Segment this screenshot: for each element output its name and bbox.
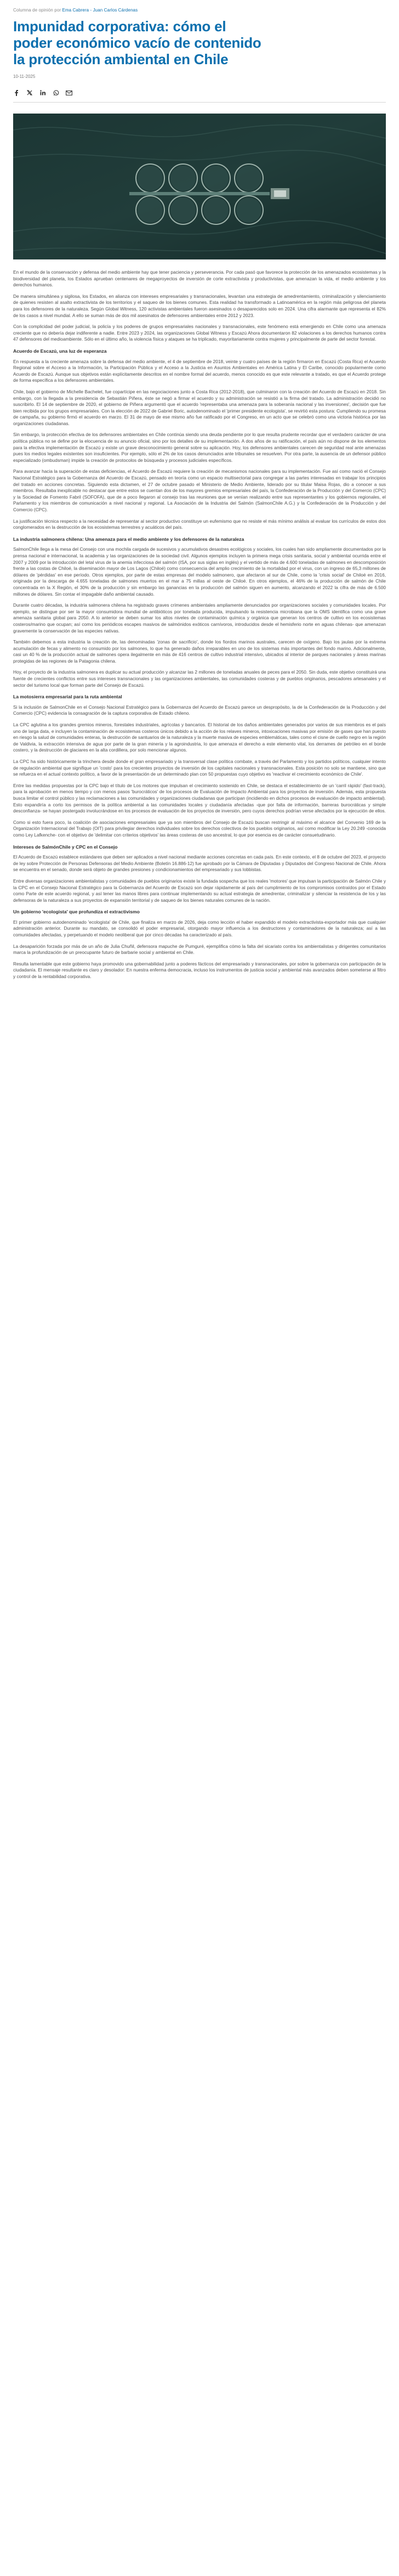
facebook-icon[interactable] <box>13 89 20 96</box>
paragraph: Sin embargo, la protección efectiva de los defensores ambientales en Chile continúa siendo una deuda pendiente por lo que resulta prudente recordar que el verdadero carácter de una política pública no se define por la elocuencia de su anuncio oficial, sino por los detalles de su implementación. A dos años de su ratificación, el país aún no dispone de los elementos para la efectiva implementación de Escazú y existe un grave desconocimiento general sobre su aplicación. Hoy, los defensores ambientales carecen de seguridad real ante amenazas pues los medios legales existentes son insuficientes. Por ejemplo, sólo el 2% de los casos denunciados ante tribunales se resuelven. Por otra parte, la ausencia de un defensor público especializado (ombudsman) impide la creación de protocolos de búsqueda y procesos judiciales específicos. <box>13 432 386 463</box>
paragraph: Entre las medidas propuestas por la CPC bajo el título de Los motores que impulsan el crecimiento sostenido en Chile, se destaca el establecimiento de un 'carril rápido' (fast-track), para la aprobación en menos tiempo y con menos pasos 'burocráticos' de los procesos de Evaluación de Impacto Ambiental para los proyectos de inversión. Además, esta propuesta busca limitar el control público y las reclamaciones a las comunidades y organizaciones ciudadanas que participan (incidiendo en dichos procesos de evaluación de impacto ambiental). Esto expandiría a corto los permisos de la política ambiental a las comunidades locales y ciudadanía afectadas -que por falta de información, barreras burocráticas y simple desconfianza- se hayan postergado involucrándose en los procesos de evaluación de los proyectos de inversión, pero cuyos derechos podrían verse afectados por la ejecución de ellos. <box>13 782 386 814</box>
paragraph: La CPC aglutina a los grandes gremios mineros, forestales industriales, agrícolas y bancarios. El historial de los daños ambientales generados por varios de sus miembros es el país uno de larga data, e incluyen la contaminación de ecosistemas costeros únicos debido a la acción de los relaves mineros, intoxicaciones masivas por emisión de gases que han puesto en riesgo la salud de comunidades enteras, la destrucción de santuarios de la naturaleza y la muerte masiva de especies emblemáticas, tales como el cisne de cuello negro en la región de Valdivia, la extracción intensiva de agua por parte de la gran minería y la agroindustria, lo que amenaza el derecho a este elemento vital, los derrames de petróleo en el borde costero, y la destrucción de glaciares en la alta cordillera, por solo mencionar algunos. <box>13 722 386 753</box>
paragraph: Entre diversas organizaciones ambientalistas y comunidades de pueblos originarios existe la fundada sospecha que los reales 'motores' que impulsan la participación de Salmón Chile y la CPC en el Consejo Nacional Estratégico para la Gobernanza del Acuerdo de Escazú son dejar rápidamente al país del cumplimiento de los compromisos contraídos por el Estado como Parte de este acuerdo regional, y así tener las manos libres para continuar implementando su actual estrategia de amedrentar, criminalizar y silenciar la resistencia de los y las defensoras de la naturaleza a sus proyectos de expansión territorial y de saqueo de los bienes naturales comunes de la nación. <box>13 878 386 903</box>
author-link[interactable]: Ema Cabrera - Juan Carlos Cárdenas <box>62 8 138 13</box>
paragraph: La CPC ha sido históricamente la trinchera desde donde el gran empresariado y la transversal clase política combate, a través del Parlamento y los partidos políticos, cualquier intento de regulación ambiental que signifique un 'costo' para los crecientes proyectos de inversión de los capitales nacionales y transnacionales. Esta posición no solo se mantiene, sino que se refuerza en el actual contexto político, a favor de la presentación de un determinado plan con 50 propuestas cuyo objetivo es 'reactivar el crecimiento económico de Chile'. <box>13 759 386 777</box>
paragraph: En el mundo de la conservación y defensa del medio ambiente hay que tener paciencia y perseverancia. Por cada pasó que favorece la protección de los amenazados ecosistemas y la biodiversidad del planeta, los Estados aprueban centenares de megaproyectos de inversión de corte extractivista y productivistas, que amenazan la vida, el medio ambiente y los derechos humanos. <box>13 269 386 288</box>
paragraph: Hoy, el proyecto de la industria salmonera es duplicar su actual producción y alcanzar las 2 millones de toneladas anuales de peces para el 2050. Sin duda, este objetivo constituirá una fuente de crecientes conflictos entre sus intereses transnacionales y las organizaciones ambientales, las comunidades costeras y de pueblos originarios, pescadores artesanales y el sector del turismo local que forman parte del Consejo de Escazú. <box>13 669 386 688</box>
publish-date: 10-11-2025 <box>13 74 36 79</box>
whatsapp-icon[interactable] <box>53 89 59 96</box>
paragraph: Con la complicidad del poder judicial, la policía y los poderes de grupos empresariales nacionales y transnacionales, este fenómeno está emergiendo en Chile como una amenaza creciente que no debería dejar indiferente a nadie. Entre 2023 y 2024, las organizaciones Global Witness y Escazú Ahora documentaron 82 violaciones a los derechos humanos contra 47 defensores del medioambiente. Sólo en el último año, la violencia física y ataques se ha triplicado, mayoritariamente contra mujeres y principalmente de parte del sector forestal. <box>13 324 386 342</box>
share-divider <box>13 102 386 103</box>
byline-prefix: Columna de opinión por <box>13 8 61 13</box>
paragraph: Chile, bajo el gobierno de Michelle Bachelet, fue copartícipe en las negociaciones junto a Costa Rica (2012-2018), que culminaron con la creación del Acuerdo de Escazú en 2018. Sin embargo, con la llegada a la presidencia de Sebastián Piñera, éste se negó a firmar el acuerdo y su administración se resistió a la firma del tratado. La administración decidió no suscribirlo. El 14 de septiembre de 2020, el gobierno de Piñera argumentó que el acuerdo 'representaba una amenaza para la soberanía nacional y las inversiones', decisión que fue bien recibida por los grupos empresariales. Con la elección de 2022 de Gabriel Boric, autodenominado el 'primer presidente ecologista', se revirtió esta postura: Cumpliendo su promesa de campaña, su gobierno firmó el acuerdo en marzo. El 31 de mayo de ese mismo año fue ratificado por el Congreso, en un acto que se celebró como una victoria histórica por las organizaciones ciudadanas. <box>13 388 386 426</box>
section-heading: La motosierra empresarial para la ruta ambiental <box>13 694 122 700</box>
paragraph: Durante cuatro décadas, la industria salmonera chilena ha registrado graves crímenes ambientales ampliamente denunciados por organizaciones sociales y comunidades locales. Por ejemplo, se distingue por ser la mayor consumidora mundial de antibióticos por tonelada producida, impulsando la resistencia microbiana que la OMS identifica como una grave amenaza sanitaria global para 2050. A lo anterior se deben sumar los altos niveles de contaminación química y orgánica que generan los centros de cultivo en los ecosistemas costeros/marino que ocupan; así como los periódicos escapes masivos de salmónidos exóticos carnívoros, introducidos desde el hemisferio norte en aguas chilenas- que amenazan gravemente la conservación de las especies nativas. <box>13 602 386 634</box>
paragraph: El Acuerdo de Escazú establece estándares que deben ser aplicados a nivel nacional mediante acciones concretas en cada país. En este contexto, el 8 de octubre del 2023, el proyecto de ley sobre Protección de Personas Defensoras del Medio Ambiente (Boletín 16.886-12) fue aprobado por la Cámara de Diputadas y Diputados del Congreso Nacional de Chile. Ahora se encuentra en el senado, donde será objeto de grandes presiones y condicionamientos del empresariado y sus lobbistas. <box>13 854 386 873</box>
salmon-farm-aerial-photo <box>13 114 386 259</box>
article <box>0 0 399 980</box>
article-title: Impunidad corporativa: cómo el poder económico vacío de contenido la protección ambiental en Chile <box>13 18 261 67</box>
section-heading: Intereses de SalmónChile y CPC en el Consejo <box>13 844 118 850</box>
paragraph: Para avanzar hacia la superación de estas deficiencias, el Acuerdo de Escazú requiere la creación de mecanismos nacionales para su implementación. Fue así como nació el Consejo Nacional Estratégico para la Gobernanza del Acuerdo de Escazú, pensado en teoría como un espacio multisectorial para congregar a las partes interesadas en trabajar los principios del tratado en acciones concretas. Siguiendo esta dictamen, el 27 de octubre pasado el Ministerio de Medio Ambiente, liderado por su titular Maisa Rojas, dio a conocer a sus miembros. Resultaba inexplicable no destacar que entre estos se cuentan dos de los mayores gremios empresariales del país, la Confederación de la Producción y del Comercio (CPC) y la Sociedad de Fomento Fabril (SOFOFA), que de a poco llegaron al consejo tras las reuniones que se venían realizando entre sus representantes y los gobiernos regionales, el Parlamento y los miembros de comunicación a nivel nacional y regional. La Asociación de la Industria del Salmón (SalmonChile A.G.) y la Confederación de la Producción y del Comercio (CPC). <box>13 468 386 512</box>
linkedin-icon[interactable] <box>39 89 46 96</box>
paragraph: Resulta lamentable que este gobierno haya promovido una gobernabilidad junto a poderes fácticos del empresariado y transnacionales, por sobre la gobernanza con participación de la ciudadanía. El mensaje resultante es claro y desolador: En nuestra enferma democracia, incluso los instrumentos de justicia social y ambiental más avanzados deben someterse al filtro y control de la rentabilidad corporativa. <box>13 961 386 980</box>
share-bar <box>13 89 386 97</box>
paragraph: La desaparición forzada por más de un año de Julia Chuñil, defensora mapuche de Pumguré, ejemplifica cómo la falta del sicariato contra los ambientalistas y dirigentes comunitarios marca la profundización de un preocupante futuro de barbarie social y ambiental en Chile. <box>13 943 386 956</box>
section-heading: Un gobierno 'ecologista' que profundiza el extractivismo <box>13 909 140 915</box>
section-heading: La industria salmonera chilena: Una amenaza para el medio ambiente y los defensores de la naturaleza <box>13 536 244 542</box>
section-heading: Acuerdo de Escazú, una luz de esperanza <box>13 348 107 354</box>
paragraph: La justificación técnica respecto a la necesidad de representar al sector productivo constituye un eufemismo que no resiste el más mínimo análisis al evaluar los currículos de estos dos conglomerados en la destrucción de los ecosistemas terrestres y acuáticos del país. <box>13 518 386 530</box>
article-body <box>13 269 386 980</box>
paragraph: Como si esto fuera poco, la coalición de asociaciones empresariales que ya son miembros del Consejo de Escazú buscan restringir al máximo el alcance del Convenio 169 de la Organización Internacional del Trabajo (OIT) para privilegiar derechos individuales sobre los derechos colectivos de los pueblos originarios, así como modificar la Ley 20.249 -conocida como Ley Lafkenche- con el objetivo de 'delimitar con criterios objetivos' las áreas costeras de uso ancestral, lo que por esencia es de carácter consuetudinario. <box>13 819 386 838</box>
paragraph: También debemos a esta industria la creación de, las denominadas 'zonas de sacrificio', donde los fiordos marinos australes, carecen de oxígeno. Bajo los jaulas por la extrema acumulación de fecas y alimento no consumido por los salmones, lo que ha generado daños irreparables en uno de los sistemas más importantes del fondo marino. Adicionalmente, casi un 40 % de la producción actual de salmones opera ilegalmente en más de 416 centros de cultivo industrial intensivo, ubicados al interior de parques nacionales y áreas marinas protegidas de las regiones de la Patagonia chilena. <box>13 639 386 664</box>
paragraph: Si la inclusión de SalmonChile en el Consejo Nacional Estratégico para la Gobernanza del Acuerdo de Escazú parece un despropósito, la de la Confederación de la Producción y del Comercio (CPC) evidencia la consagración de la captura corporativa de Estado chileno. <box>13 704 386 716</box>
byline <box>13 0 386 13</box>
hero-image <box>13 114 386 259</box>
twitter-icon[interactable] <box>26 89 33 96</box>
paragraph: SalmonChile llega a la mesa del Consejo con una mochila cargada de sucesivos y acumulativos desastres ecológicos y sociales, los cuales han sido ampliamente documentados por la prensa nacional e internacional, la academia y las organizaciones de la sociedad civil. Algunos ejemplos incluyen la primera mega crisis sanitaria, social y ambiental ocurrida entre el 2007 y 2009 por la introducción del letal virus de la anemia infecciosa del salmón (ISA, por sus siglas en inglés) y el vertido de más de 4.600 toneladas de salmones en descomposición frente a las costas de Chiloé, la diseminación mayor de Los Lagos (Chiloé) como consecuencia del amplio crecimiento de la mortalidad por el virus, con un ingreso de 65,3 millones de dólares de 'pérdidas' en ese período. Otros ejemplos, por parte de estas empresas del modelo salmonero, que afectaron al sur de Chile, como la 'crisis social' de Chiloé en 2016, originada por la descarga de 4.655 toneladas de salmones muertos en el mar a 75 millas al oeste de Chiloé. En otros ejemplos, el 46% de la producción de salmón de Chile concentrada en la X Región, el 30% de la producción y sin embargo las ganancias en la producción del salmón siguen en aumento, alcanzando el 2022 la cifra de más de 6.500 millones de dólares. Sin contar el impagable daño ambiental causado. <box>13 546 386 597</box>
paragraph: El primer gobierno autodenominado 'ecologista' de Chile, que finaliza en marzo de 2026, deja como lección el haber expandido el modelo extractivista-exportador más que cualquier administración anterior. Durante su mandato, se consolidó el poder empresarial, otorgando mayor influencia a los destructores y contaminadores de la naturaleza; así a las comunidades afectadas, y perpetuando el modelo neoliberal que por cinco décadas ha caracterizado al país. <box>13 919 386 938</box>
paragraph: En respuesta a la creciente amenaza sobre la defensa del medio ambiente, el 4 de septiembre de 2018, veinte y cuatro países de la región firmaron en Escazú (Costa Rica) el Acuerdo Regional sobre el Acceso a la Información, la Participación Pública y el Acceso a la Justicia en Asuntos Ambientales en América Latina y El Caribe, conocido popularmente como Acuerdo de Escazú. Aunque sus objetivos están explícitamente descritos en el nombre formal del acuerdo, menos conocido es que este relevante a tratado, es que el Acuerdo protege de forma específica a los defensores ambientales. <box>13 358 386 383</box>
paragraph: De manera simultánea y sigilosa, los Estados, en alianza con intereses empresariales y transnacionales, levantan una estrategia de amedrentamiento, criminalización y silenciamiento de quienes resisten al asalto extractivista de los territorios y el saqueo de los bienes comunes. Esta realidad ha transformado a Latinoamérica en la región más peligrosa del planeta para los defensores de la naturaleza. Según Global Witness, 120 activistas ambientales fueron asesinados o desaparecidos solo en 2024. Una cifra alarmante que representa el 82% de los casos a nivel mundial. A ello se suman más de dos mil asesinatos de defensores ambientales entre 2012 y 2023. <box>13 293 386 318</box>
email-icon[interactable] <box>66 89 72 96</box>
